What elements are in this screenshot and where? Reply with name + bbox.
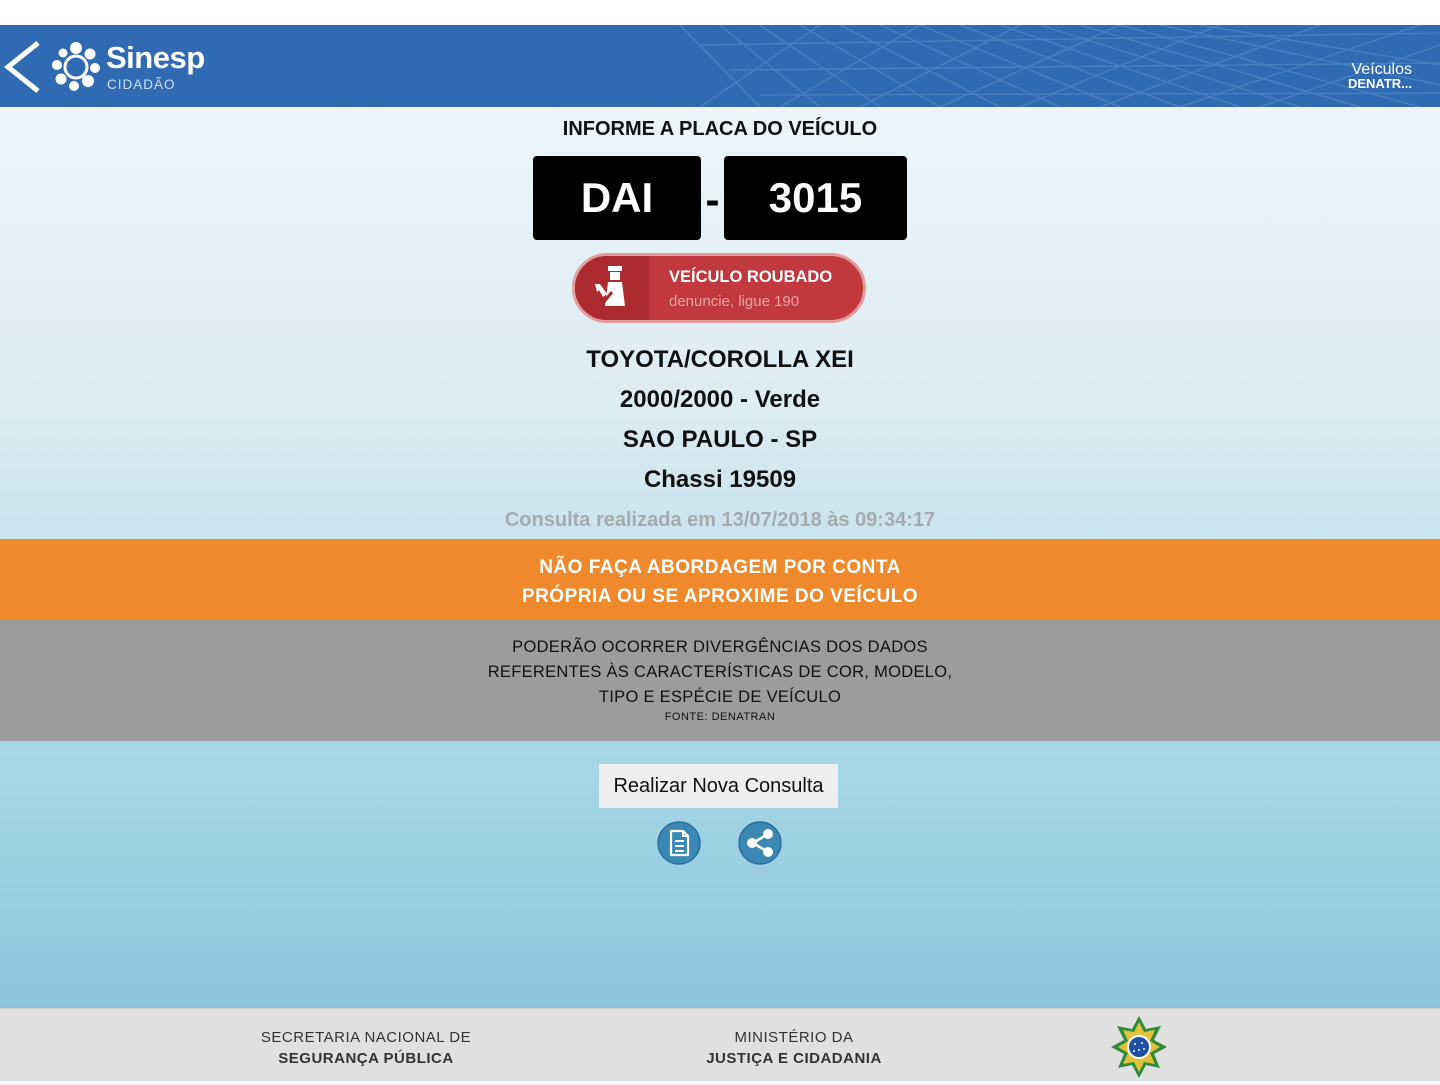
brazil-emblem <box>1104 1014 1174 1080</box>
new-query-button[interactable]: Realizar Nova Consulta <box>599 764 838 808</box>
footer-ministry-line-1: MINISTÉRIO DA <box>734 1029 854 1046</box>
plate-letters-field[interactable]: DAI <box>533 156 701 240</box>
data-divergence-notice <box>0 619 1440 741</box>
app-header <box>0 25 1440 107</box>
police-officer-icon <box>575 256 649 320</box>
query-timestamp: Consulta realizada em 13/07/2018 às 09:34:17 <box>504 509 936 531</box>
footer-senasp-line-2: SEGURANÇA PÚBLICA <box>278 1050 454 1067</box>
logo-name: Sinesp <box>106 40 205 75</box>
plate-numbers-field[interactable]: 3015 <box>724 156 907 240</box>
stolen-vehicle-alert[interactable] <box>572 253 866 323</box>
share-button[interactable] <box>738 821 782 865</box>
plate-separator: - <box>705 176 720 223</box>
section-sublabel: DENATR... <box>1347 76 1412 91</box>
alert-title: VEÍCULO ROUBADO <box>669 268 833 286</box>
sinesp-logo-icon <box>48 39 104 95</box>
footer-senasp-line-1: SECRETARIA NACIONAL DE <box>260 1029 472 1046</box>
vehicle-year-color: 2000/2000 - Verde <box>619 386 821 413</box>
alert-subtitle: denuncie, ligue 190 <box>669 293 800 310</box>
notice-line-2: REFERENTES ÀS CARACTERÍSTICAS DE COR, MODELO, <box>487 663 953 681</box>
section-label: Veículos <box>1351 61 1412 78</box>
footer-ministry-line-2: JUSTIÇA E CIDADANIA <box>706 1050 882 1067</box>
share-icon <box>738 821 782 865</box>
alert-icon-area <box>575 256 649 320</box>
vehicle-location: SAO PAULO - SP <box>622 426 818 453</box>
notice-source: FONTE: DENATRAN <box>664 711 776 723</box>
brazil-coat-of-arms-icon <box>1104 1014 1174 1080</box>
notice-line-3: TIPO E ESPÉCIE DE VEÍCULO <box>598 688 842 706</box>
document-icon <box>657 821 701 865</box>
status-bar <box>0 0 1440 25</box>
chevron-left-icon <box>2 39 44 95</box>
document-button[interactable] <box>657 821 701 865</box>
back-button[interactable] <box>2 39 44 95</box>
warning-line-1: NÃO FAÇA ABORDAGEM POR CONTA <box>539 557 901 578</box>
section-selector[interactable] <box>1348 63 1412 91</box>
notice-line-1: PODERÃO OCORRER DIVERGÊNCIAS DOS DADOS <box>512 638 928 656</box>
warning-banner <box>0 539 1440 619</box>
vehicle-chassis: Chassi 19509 <box>643 466 797 493</box>
footer-ministry <box>644 1029 944 1067</box>
warning-line-2: PRÓPRIA OU SE APROXIME DO VEÍCULO <box>521 586 919 607</box>
vehicle-model: TOYOTA/COROLLA XEI <box>586 346 854 373</box>
logo-subtitle: CIDADÃO <box>107 77 176 92</box>
plate-prompt-title: INFORME A PLACA DO VEÍCULO <box>562 118 878 140</box>
sinesp-logo <box>48 39 238 95</box>
footer-senasp <box>216 1029 516 1067</box>
